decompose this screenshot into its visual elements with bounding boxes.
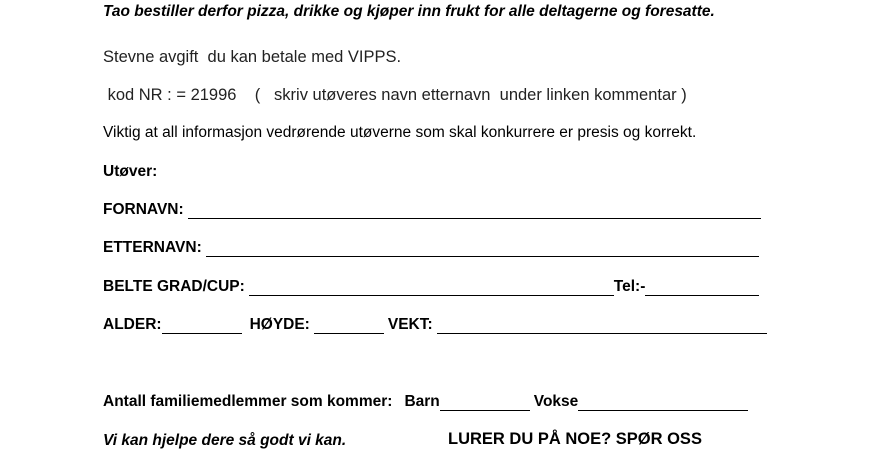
measurements-row xyxy=(103,316,767,334)
first-name-field[interactable] xyxy=(188,204,761,219)
belt-label: BELTE GRAD/CUP: xyxy=(103,278,245,295)
height-label: HØYDE: xyxy=(249,316,310,333)
participant-heading: Utøver: xyxy=(103,163,158,180)
belt-field[interactable] xyxy=(249,281,614,296)
children-field[interactable] xyxy=(440,396,530,411)
info-text: Viktig at all informasjon vedrørende utøverne som skal konkurrere er presis og korrekt. xyxy=(103,124,697,141)
adults-field[interactable] xyxy=(578,396,748,411)
children-label: Barn xyxy=(404,393,440,410)
age-field[interactable] xyxy=(162,319,242,334)
belt-row xyxy=(103,278,759,296)
weight-label: VEKT: xyxy=(387,316,433,333)
help-text: Vi kan hjelpe dere så godt vi kan. xyxy=(103,432,347,449)
adults-label: Vokse xyxy=(533,393,579,410)
tel-label: Tel:- xyxy=(613,278,646,295)
family-row xyxy=(103,393,748,411)
weight-field[interactable] xyxy=(437,319,767,334)
question-text: LURER DU PÅ NOE? SPØR OSS xyxy=(448,430,702,448)
first-name-label: FORNAVN: xyxy=(103,201,184,218)
tel-field[interactable] xyxy=(645,281,759,296)
family-label: Antall familiemedlemmer som kommer: xyxy=(103,393,393,410)
last-name-row xyxy=(103,239,759,257)
age-label: ALDER: xyxy=(103,316,162,333)
intro-text: Tao bestiller derfor pizza, drikke og kjøper inn frukt for alle deltagerne og foresatte. xyxy=(103,3,715,20)
vipps-code-text: kod NR : = 21996 ( skriv utøveres navn etternavn under linken kommentar ) xyxy=(103,86,687,104)
last-name-label: ETTERNAVN: xyxy=(103,239,202,256)
first-name-row xyxy=(103,201,761,219)
last-name-field[interactable] xyxy=(206,242,759,257)
height-field[interactable] xyxy=(314,319,384,334)
fee-text: Stevne avgift du kan betale med VIPPS. xyxy=(103,48,402,66)
